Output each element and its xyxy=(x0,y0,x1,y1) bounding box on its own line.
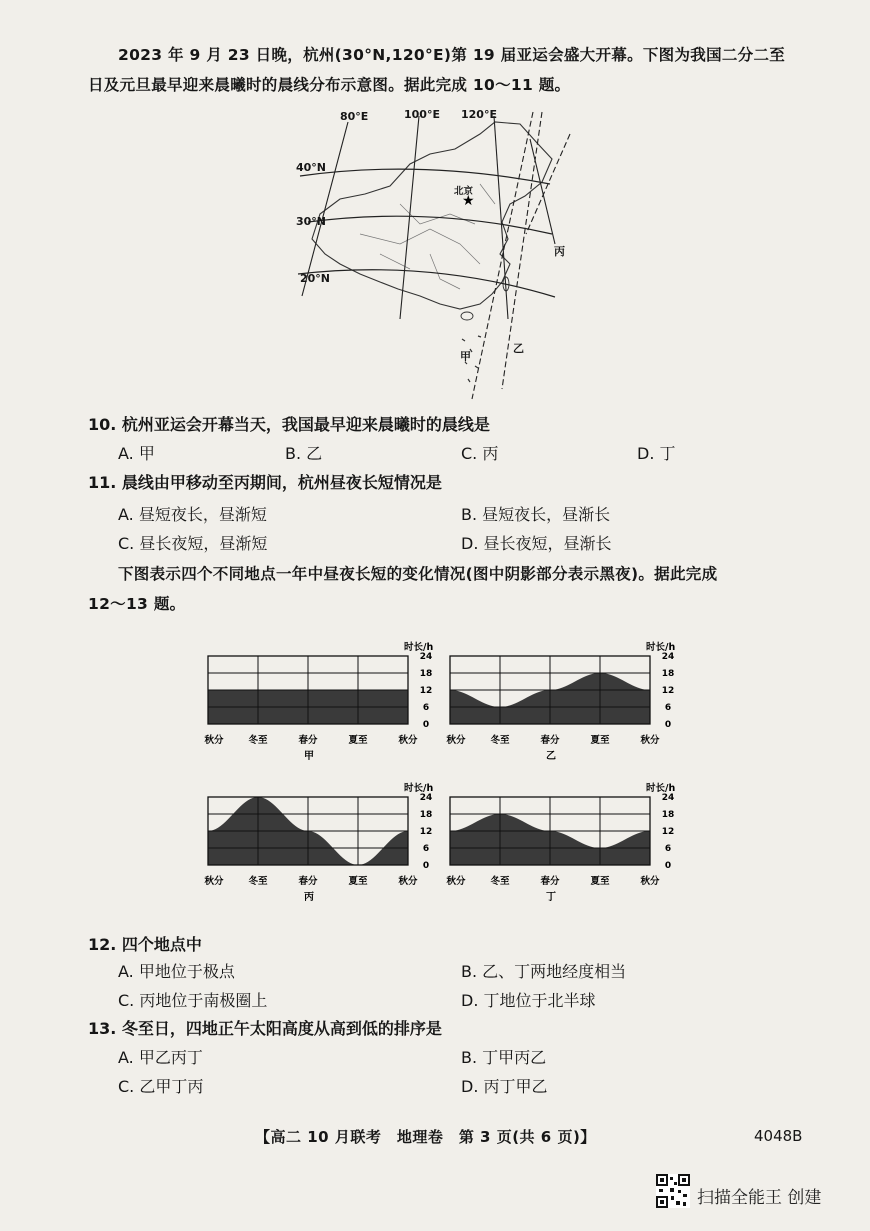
q10-option-c: C. 丙 xyxy=(461,444,499,463)
page-footer-title: 【高二 10 月联考 地理卷 第 3 页(共 6 页)】 xyxy=(255,1128,596,1146)
line-label-bing: 丙 xyxy=(554,245,565,258)
ytick-label-0-2: 12 xyxy=(419,686,433,696)
xtick-label-0-0: 秋分 xyxy=(204,735,224,746)
xtick-label-2-2: 春分 xyxy=(298,876,318,887)
ytick-label-2-0: 0 xyxy=(422,861,430,871)
ytick-label-1-4: 24 xyxy=(661,652,675,662)
ytick-label-3-3: 18 xyxy=(661,810,675,820)
q12-option-c: C. 丙地位于南极圈上 xyxy=(118,991,268,1010)
ytick-label-2-2: 12 xyxy=(419,827,433,837)
ytick-label-0-3: 18 xyxy=(419,669,433,679)
xtick-label-2-3: 夏至 xyxy=(348,876,368,887)
q11-option-b: B. 昼短夜长，昼渐长 xyxy=(461,505,611,524)
ytick-label-1-3: 18 xyxy=(661,669,675,679)
paper-code: 4048B xyxy=(754,1127,803,1145)
ytick-label-1-2: 12 xyxy=(661,686,675,696)
xtick-label-1-1: 冬至 xyxy=(490,735,510,746)
xtick-label-1-4: 秋分 xyxy=(640,735,660,746)
chart-name-0: 甲 xyxy=(304,751,314,762)
ytick-label-2-4: 24 xyxy=(419,793,433,803)
chart-name-3: 丁 xyxy=(546,892,556,903)
ytick-label-0-0: 0 xyxy=(422,720,430,730)
xtick-label-3-1: 冬至 xyxy=(490,876,510,887)
lon-label-120: 120°E xyxy=(461,108,497,121)
q12-option-a: A. 甲地位于极点 xyxy=(118,962,235,981)
q13-option-c: C. 乙甲丁丙 xyxy=(118,1077,204,1096)
lat-label-40: 40°N xyxy=(296,161,327,174)
xtick-label-0-2: 春分 xyxy=(298,735,318,746)
ytick-label-1-1: 6 xyxy=(664,703,672,713)
q10-stem: 10. 杭州亚运会开幕当天，我国最早迎来晨曦时的晨线是 xyxy=(88,415,490,434)
china-outline xyxy=(312,122,552,309)
q12-stem: 12. 四个地点中 xyxy=(88,935,202,954)
intro-line-2: 日及元旦最早迎来晨曦时的晨线分布示意图。据此完成 10～11 题。 xyxy=(88,76,571,94)
xtick-label-3-4: 秋分 xyxy=(640,876,660,887)
province-lines xyxy=(360,184,495,289)
q11-stem: 11. 晨线由甲移动至丙期间，杭州昼夜长短情况是 xyxy=(88,473,442,492)
intro2-line-1: 下图表示四个不同地点一年中昼夜长短的变化情况(图中阴影部分表示黑夜)。据此完成 xyxy=(118,565,718,583)
ytick-label-2-3: 18 xyxy=(419,810,433,820)
xtick-label-3-2: 春分 xyxy=(540,876,560,887)
lat-label-30: 30°N xyxy=(296,215,327,228)
city-label-beijing: 北京 xyxy=(454,186,474,197)
q10-option-a: A. 甲 xyxy=(118,444,155,463)
ytick-label-3-1: 6 xyxy=(664,844,672,854)
xtick-label-1-2: 春分 xyxy=(540,735,560,746)
intro-line-1: 2023 年 9 月 23 日晚，杭州(30°N,120°E)第 19 届亚运会盛大开幕。下图为我国二分二至 xyxy=(118,46,786,64)
xtick-label-1-3: 夏至 xyxy=(590,735,610,746)
y-axis-title-1: 时长/h xyxy=(646,642,676,653)
q10-option-b: B. 乙 xyxy=(285,444,323,463)
qr-code-icon xyxy=(656,1174,690,1208)
ytick-label-1-0: 0 xyxy=(664,720,672,730)
chart-2 xyxy=(198,779,448,907)
xtick-label-3-0: 秋分 xyxy=(446,876,466,887)
ytick-label-0-4: 24 xyxy=(419,652,433,662)
ytick-label-2-1: 6 xyxy=(422,844,430,854)
q11-option-d: D. 昼长夜短，昼渐长 xyxy=(461,534,612,553)
lon-label-100: 100°E xyxy=(404,108,440,121)
terminator-map xyxy=(280,104,590,404)
lon-label-80: 80°E xyxy=(340,110,369,123)
y-axis-title-3: 时长/h xyxy=(646,783,676,794)
xtick-label-2-4: 秋分 xyxy=(398,876,418,887)
line-label-jia: 甲 xyxy=(460,350,471,363)
y-axis-title-0: 时长/h xyxy=(404,642,434,653)
y-axis-title-2: 时长/h xyxy=(404,783,434,794)
xtick-label-0-4: 秋分 xyxy=(398,735,418,746)
line-label-yi: 乙 xyxy=(513,342,524,355)
ytick-label-3-4: 24 xyxy=(661,793,675,803)
chart-0 xyxy=(198,638,448,766)
chart-name-1: 乙 xyxy=(546,751,556,762)
xtick-label-2-0: 秋分 xyxy=(204,876,224,887)
ytick-label-3-2: 12 xyxy=(661,827,675,837)
q10-option-d: D. 丁 xyxy=(637,444,676,463)
beijing-star-icon: ★ xyxy=(462,193,475,209)
q13-option-d: D. 丙丁甲乙 xyxy=(461,1077,548,1096)
q13-option-b: B. 丁甲丙乙 xyxy=(461,1048,547,1067)
bleed-through xyxy=(600,255,613,274)
q13-option-a: A. 甲乙丙丁 xyxy=(118,1048,203,1067)
xtick-label-0-1: 冬至 xyxy=(248,735,268,746)
intro2-line-2: 12～13 题。 xyxy=(88,595,186,613)
xtick-label-3-3: 夏至 xyxy=(590,876,610,887)
lat-label-20: 20°N xyxy=(300,272,331,285)
q12-option-b: B. 乙、丁两地经度相当 xyxy=(461,962,627,981)
q11-option-a: A. 昼短夜长，昼渐短 xyxy=(118,505,267,524)
q12-option-d: D. 丁地位于北半球 xyxy=(461,991,596,1010)
xtick-label-1-0: 秋分 xyxy=(446,735,466,746)
xtick-label-2-1: 冬至 xyxy=(248,876,268,887)
q13-stem: 13. 冬至日，四地正午太阳高度从高到低的排序是 xyxy=(88,1019,442,1038)
ytick-label-3-0: 0 xyxy=(664,861,672,871)
scanner-watermark: 扫描全能王 创建 xyxy=(697,1188,822,1208)
chart-name-2: 丙 xyxy=(304,892,314,903)
chart-3 xyxy=(440,779,690,907)
q11-option-c: C. 昼长夜短，昼渐短 xyxy=(118,534,268,553)
chart-1 xyxy=(440,638,690,766)
ytick-label-0-1: 6 xyxy=(422,703,430,713)
xtick-label-0-3: 夏至 xyxy=(348,735,368,746)
